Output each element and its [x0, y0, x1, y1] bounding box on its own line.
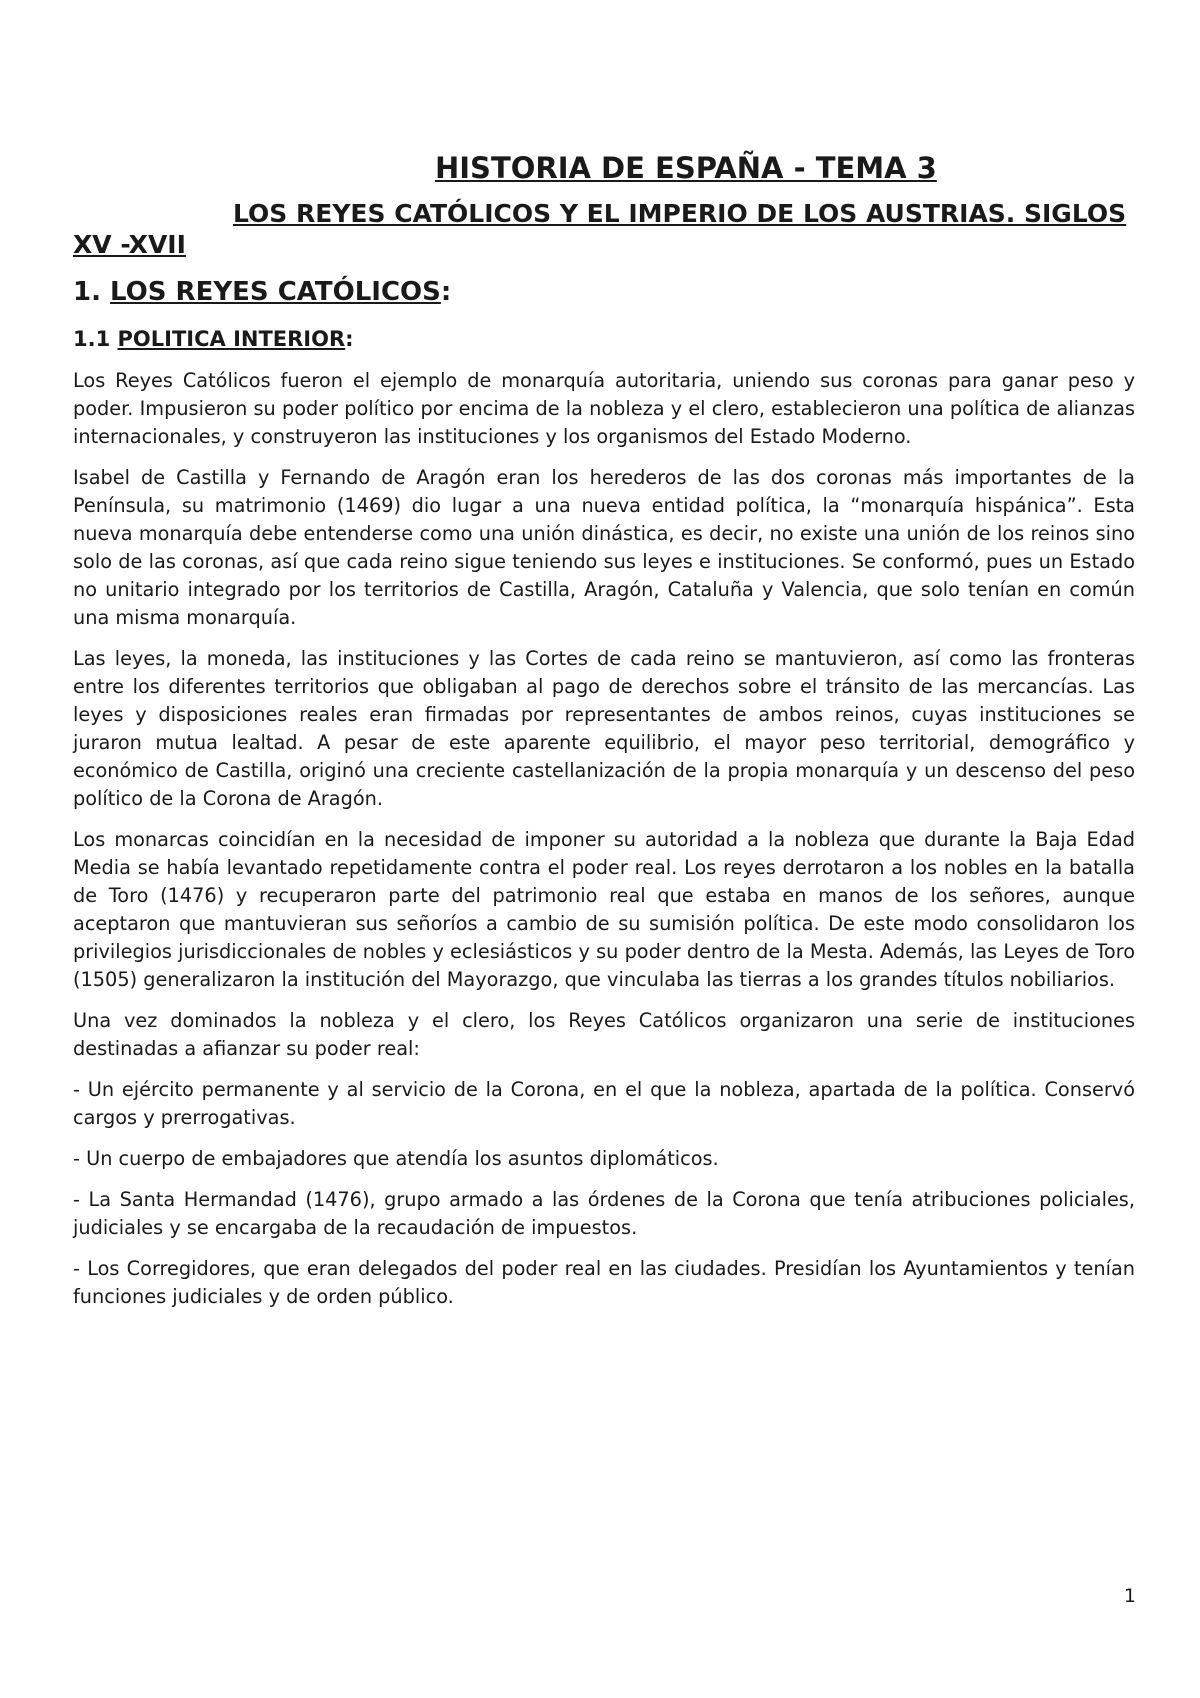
section-heading — [73, 276, 1135, 310]
document-page — [73, 150, 1135, 1324]
list-item: - Los Corregidores, que eran delegados del poder real en las ciudades. Presidían los Ayuntamientos y tenían funciones judiciales y de orden público. — [73, 1257, 1135, 1309]
subsection-title: POLITICA INTERIOR — [117, 326, 346, 351]
list-item: - La Santa Hermandad (1476), grupo armado a las órdenes de la Corona que tenía atribuciones policiales, judiciales y se encargaba de la recaudación de impuestos. — [73, 1188, 1135, 1240]
page-number: 1 — [1123, 1585, 1136, 1607]
subsection-heading — [73, 326, 1135, 353]
subsection-suffix: : — [345, 326, 354, 351]
section-title: LOS REYES CATÓLICOS — [110, 277, 441, 308]
paragraph: Una vez dominados la nobleza y el clero, los Reyes Católicos organizaron una serie de instituciones destinadas a afianzar su poder real: — [73, 1009, 1135, 1061]
paragraph: Isabel de Castilla y Fernando de Aragón eran los herederos de las dos coronas más importantes de la Península, su matrimonio (1469) dio lugar a una nueva entidad política, la “monarquía hispánica”. Esta nueva monarquía debe entenderse como una unión dinástica, es decir, no existe una unión de los reinos sino solo de las coronas, así que cada reino sigue teniendo sus leyes e instituciones. Se conformó, pues un Estado no unitario integrado por los territorios de Castilla, Aragón, Cataluña y Valencia, que solo tenían en común una misma monarquía. — [73, 466, 1135, 630]
document-subtitle: LOS REYES CATÓLICOS Y EL IMPERIO DE LOS AUSTRIAS. SIGLOS XV -XVII — [73, 198, 1127, 259]
paragraph: Las leyes, la moneda, las instituciones y las Cortes de cada reino se mantuvieron, así como las fronteras entre los diferentes territorios que obligaban al pago de derechos sobre el tránsito de las mercancías. Las leyes y disposiciones reales eran firmadas por representantes de ambos reinos, cuyas instituciones se juraron mutua lealtad. A pesar de este aparente equilibrio, el mayor peso territorial, demográfico y económico de Castilla, originó una creciente castellanización de la propia monarquía y un descenso del peso político de la Corona de Aragón. — [73, 647, 1135, 811]
paragraph: Los Reyes Católicos fueron el ejemplo de monarquía autoritaria, uniendo sus coronas para ganar peso y poder. Impusieron su poder político por encima de la nobleza y el clero, establecieron una política de alianzas internacionales, y construyeron las instituciones y los organismos del Estado Moderno. — [73, 369, 1135, 449]
section-suffix: : — [440, 277, 452, 308]
list-item: - Un cuerpo de embajadores que atendía los asuntos diplomáticos. — [73, 1147, 719, 1171]
subsection-number: 1.1 — [73, 326, 118, 351]
list-item: - Un ejército permanente y al servicio de la Corona, en el que la nobleza, apartada de la política. Conservó cargos y prerrogativas. — [73, 1078, 1135, 1130]
section-number: 1. — [73, 277, 111, 308]
document-title: HISTORIA DE ESPAÑA - TEMA 3 — [435, 151, 937, 185]
paragraph: Los monarcas coincidían en la necesidad de imponer su autoridad a la nobleza que durante la Baja Edad Media se había levantado repetidamente contra el poder real. Los reyes derrotaron a los nobles en la batalla de Toro (1476) y recuperaron parte del patrimonio real que estaba en manos de los señores, aunque aceptaron que mantuvieran sus señoríos a cambio de su sumisión política. De este modo consolidaron los privilegios jurisdiccionales de nobles y eclesiásticos y su poder dentro de la Mesta. Además, las Leyes de Toro (1505) generalizaron la institución del Mayorazgo, que vinculaba las tierras a los grandes títulos nobiliarios. — [73, 828, 1135, 992]
